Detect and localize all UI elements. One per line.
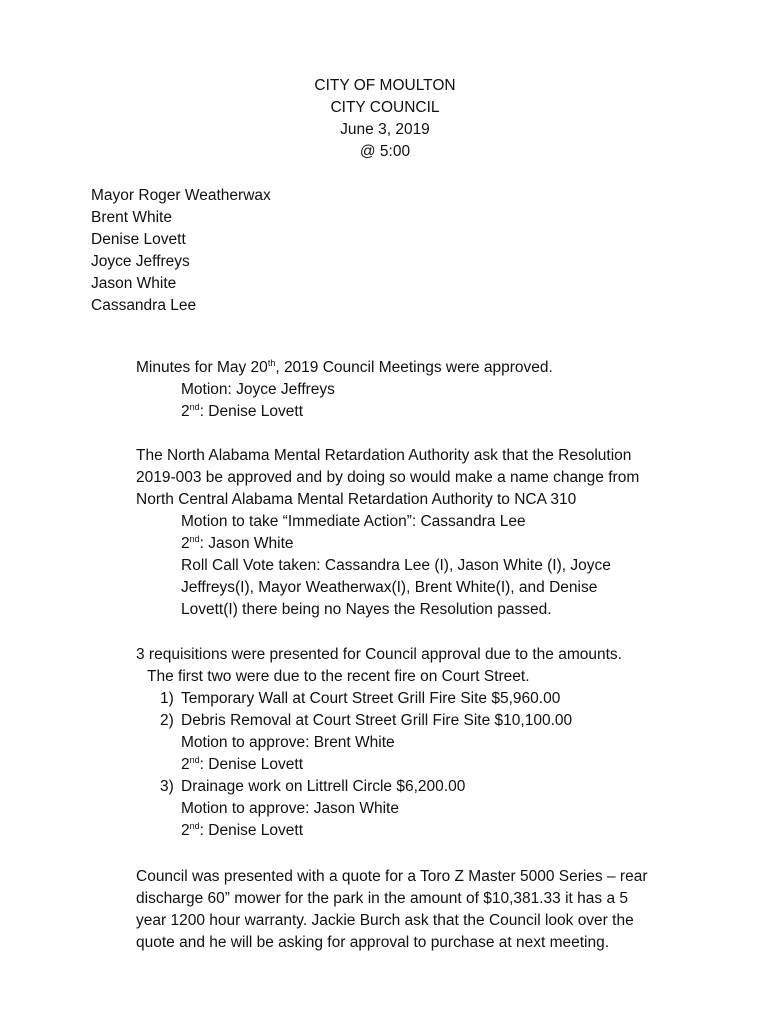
minutes-approval-section [136,357,696,423]
second-line [136,533,696,555]
ordinal-suffix: nd [189,755,200,765]
list-number: 3) [160,778,174,795]
second-text: : Denise Lovett [199,403,304,420]
second-line [136,401,696,423]
attendee: Mayor Roger Weatherwax [91,187,271,204]
paragraph-line: The first two were due to the recent fire on Court Street. [147,668,530,685]
attendee: Jason White [91,275,177,292]
paragraph-line: quote and he will be asking for approval to purchase at next meeting. [136,934,610,951]
roll-call-line: Jeffreys(I), Mayor Weatherwax(I), Brent White(I), and Denise [181,579,598,596]
motion-line: Motion: Joyce Jeffreys [181,381,335,398]
second-text: : Denise Lovett [199,756,304,773]
motion-line: Motion to approve: Jason White [181,800,399,817]
second-text: : Jason White [199,535,294,552]
resolution-section [136,445,696,621]
attendee: Brent White [91,209,172,226]
meeting-time: @ 5:00 [359,143,411,160]
second-line [136,754,696,776]
second-text: : Denise Lovett [199,822,304,839]
paragraph-line: Council was presented with a quote for a Toro Z Master 5000 Series – rear [136,868,648,885]
paragraph-line: The North Alabama Mental Retardation Authority ask that the Resolution [136,447,632,464]
ordinal-suffix: th [267,358,276,368]
list-number: 2) [160,712,174,729]
list-number: 1) [160,690,174,707]
second-number: 2 [181,822,190,839]
city-name: CITY OF MOULTON [314,77,456,94]
paragraph-line: 3 requisitions were presented for Council approval due to the amounts. [136,646,622,663]
attendee-list [91,185,271,317]
second-number: 2 [181,756,190,773]
minutes-text: Minutes for May 20 [136,359,268,376]
roll-call-line: Lovett(I) there being no Nayes the Resolution passed. [181,601,552,618]
requisitions-section [136,644,696,842]
council-name: CITY COUNCIL [330,99,440,116]
attendee: Denise Lovett [91,231,186,248]
list-text: Debris Removal at Court Street Grill Fire Site $10,100.00 [181,712,573,729]
second-number: 2 [181,403,190,420]
paragraph-line: North Central Alabama Mental Retardation Authority to NCA 310 [136,491,577,508]
list-text: Drainage work on Littrell Circle $6,200.00 [181,778,466,795]
list-item [136,688,696,710]
motion-line: Motion to approve: Brent White [181,734,395,751]
minutes-text-end: , 2019 Council Meetings were approved. [275,359,553,376]
motion-line: Motion to take “Immediate Action”: Cassandra Lee [181,513,526,530]
paragraph-line: 2019-003 be approved and by doing so would make a name change from [136,469,640,486]
attendee: Joyce Jeffreys [91,253,190,270]
list-item [136,710,696,732]
attendee: Cassandra Lee [91,297,197,314]
paragraph-line: year 1200 hour warranty. Jackie Burch ask that the Council look over the [136,912,634,929]
minutes-line [136,357,696,379]
ordinal-suffix: nd [189,534,200,544]
ordinal-suffix: nd [189,402,200,412]
paragraph-line: discharge 60” mower for the park in the amount of $10,381.33 it has a 5 [136,890,628,907]
list-text: Temporary Wall at Court Street Grill Fire Site $5,960.00 [181,690,561,707]
document-header [0,75,770,163]
list-item [136,776,696,798]
ordinal-suffix: nd [189,821,200,831]
meeting-date: June 3, 2019 [340,121,430,138]
second-line [136,820,696,842]
roll-call-line: Roll Call Vote taken: Cassandra Lee (I), Jason White (I), Joyce [181,557,611,574]
second-number: 2 [181,535,190,552]
mower-quote-section [136,866,696,954]
